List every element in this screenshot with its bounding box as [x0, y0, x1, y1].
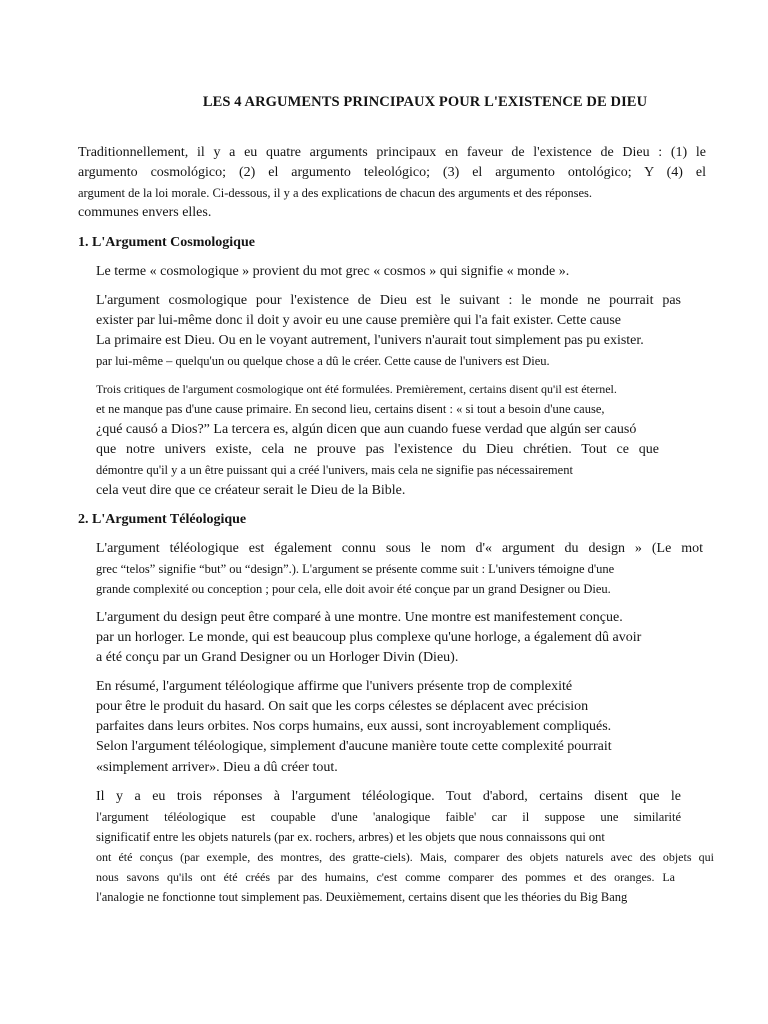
- s2-p4-line-4: ont été conçus (par exemple, des montres, des gratte-ciels). Mais, comparer des objets naturels avec des objets qui: [96, 850, 714, 864]
- s2-p3-line-3: parfaites dans leurs orbites. Nos corps humains, eux aussi, sont incroyablement compliqués.: [96, 719, 612, 734]
- s2-p3-line-4: Selon l'argument téléologique, simplement d'aucune manière toute cette complexité pourrait: [96, 739, 612, 754]
- s1-p1-line-1: Le terme « cosmologique » provient du mot grec « cosmos » qui signifie « monde ».: [96, 264, 570, 279]
- s1-p2-line-3: La primaire est Dieu. Ou en le voyant autrement, l'univers n'aurait tout simplement pas pu exister.: [96, 333, 644, 348]
- s2-p3-line-5: «simplement arriver». Dieu a dû créer tout.: [96, 760, 338, 775]
- s2-p4-line-6: l'analogie ne fonctionne tout simplement pas. Deuxièmement, certains disent que les théories du Big Bang: [96, 890, 628, 904]
- s2-p2-line-3: a été conçu par un Grand Designer ou un Horloger Divin (Dieu).: [96, 650, 459, 665]
- s2-p1-line-3: grande complexité ou conception ; pour cela, elle doit avoir été conçue par un grand Designer ou Dieu.: [96, 582, 611, 596]
- s1-p2-line-2: exister par lui-même donc il doit y avoir eu une cause première qui l'a fait exister. Cette cause: [96, 313, 621, 328]
- intro-line-3: argument de la loi morale. Ci-dessous, il y a des explications de chacun des arguments et des réponses.: [78, 186, 592, 200]
- s1-p3-line-1: Trois critiques de l'argument cosmologique ont été formulées. Premièrement, certains disent qu'il est éternel.: [96, 382, 617, 396]
- s2-p1-line-2: grec “telos” signifie “but” ou “design”.). L'argument se présente comme suit : L'univers témoigne d'une: [96, 562, 615, 576]
- s1-p3-line-2: et ne manque pas d'une cause primaire. En second lieu, certains disent : « si tout a besoin d'une cause,: [96, 402, 605, 416]
- s1-p3-line-3: ¿qué causó a Dios?” La tercera es, algún dicen que aun cuando fuese verdad que algún ser causó: [96, 422, 637, 437]
- s2-p4-line-2: l'argument téléologique est coupable d'une 'analogique faible' car il suppose une similarité: [96, 810, 681, 824]
- s2-p2-line-1: L'argument du design peut être comparé à une montre. Une montre est manifestement conçue.: [96, 610, 623, 625]
- s2-p2-line-2: par un horloger. Le monde, qui est beaucoup plus complexe qu'une horloge, a également dû avoir: [96, 630, 642, 645]
- section-2-heading: 2. L'Argument Téléologique: [78, 512, 247, 527]
- s2-p4-line-5: nous savons qu'ils ont été créés par des humains, c'est comme comparer des pommes et des oranges. La: [96, 870, 675, 884]
- intro-line-1: Traditionnellement, il y a eu quatre arguments principaux en faveur de l'existence de Dieu : (1) le: [78, 145, 706, 160]
- s1-p2-line-1: L'argument cosmologique pour l'existence de Dieu est le suivant : le monde ne pourrait pas: [96, 293, 681, 308]
- section-1-heading: 1. L'Argument Cosmologique: [78, 235, 255, 250]
- s2-p4-line-1: Il y a eu trois réponses à l'argument téléologique. Tout d'abord, certains disent que le: [96, 789, 681, 804]
- s1-p3-line-5: démontre qu'il y a un être puissant qui a créé l'univers, mais cela ne signifie pas nécessairement: [96, 463, 573, 477]
- s2-p1-line-1: L'argument téléologique est également connu sous le nom d'« argument du design » (Le mot: [96, 541, 703, 556]
- intro-line-2: argumento cosmológico; (2) el argumento teleológico; (3) el argumento ontológico; Y (4) el: [78, 165, 706, 180]
- intro-line-4: communes envers elles.: [78, 205, 212, 220]
- document-title: LES 4 ARGUMENTS PRINCIPAUX POUR L'EXISTENCE DE DIEU: [202, 94, 648, 110]
- s2-p3-line-2: pour être le produit du hasard. On sait que les corps célestes se déplacent avec précision: [96, 699, 589, 714]
- s1-p3-line-6: cela veut dire que ce créateur serait le Dieu de la Bible.: [96, 483, 406, 498]
- s1-p2-line-4: par lui-même – quelqu'un ou quelque chose a dû le créer. Cette cause de l'univers est Dieu.: [96, 354, 550, 368]
- s2-p4-line-3: significatif entre les objets naturels (par ex. rochers, arbres) et les objets que nous connaissons qui ont: [96, 830, 605, 844]
- s2-p3-line-1: En résumé, l'argument téléologique affirme que l'univers présente trop de complexité: [96, 679, 573, 694]
- s1-p3-line-4: que notre univers existe, cela ne prouve pas l'existence du Dieu chrétien. Tout ce que: [96, 442, 659, 457]
